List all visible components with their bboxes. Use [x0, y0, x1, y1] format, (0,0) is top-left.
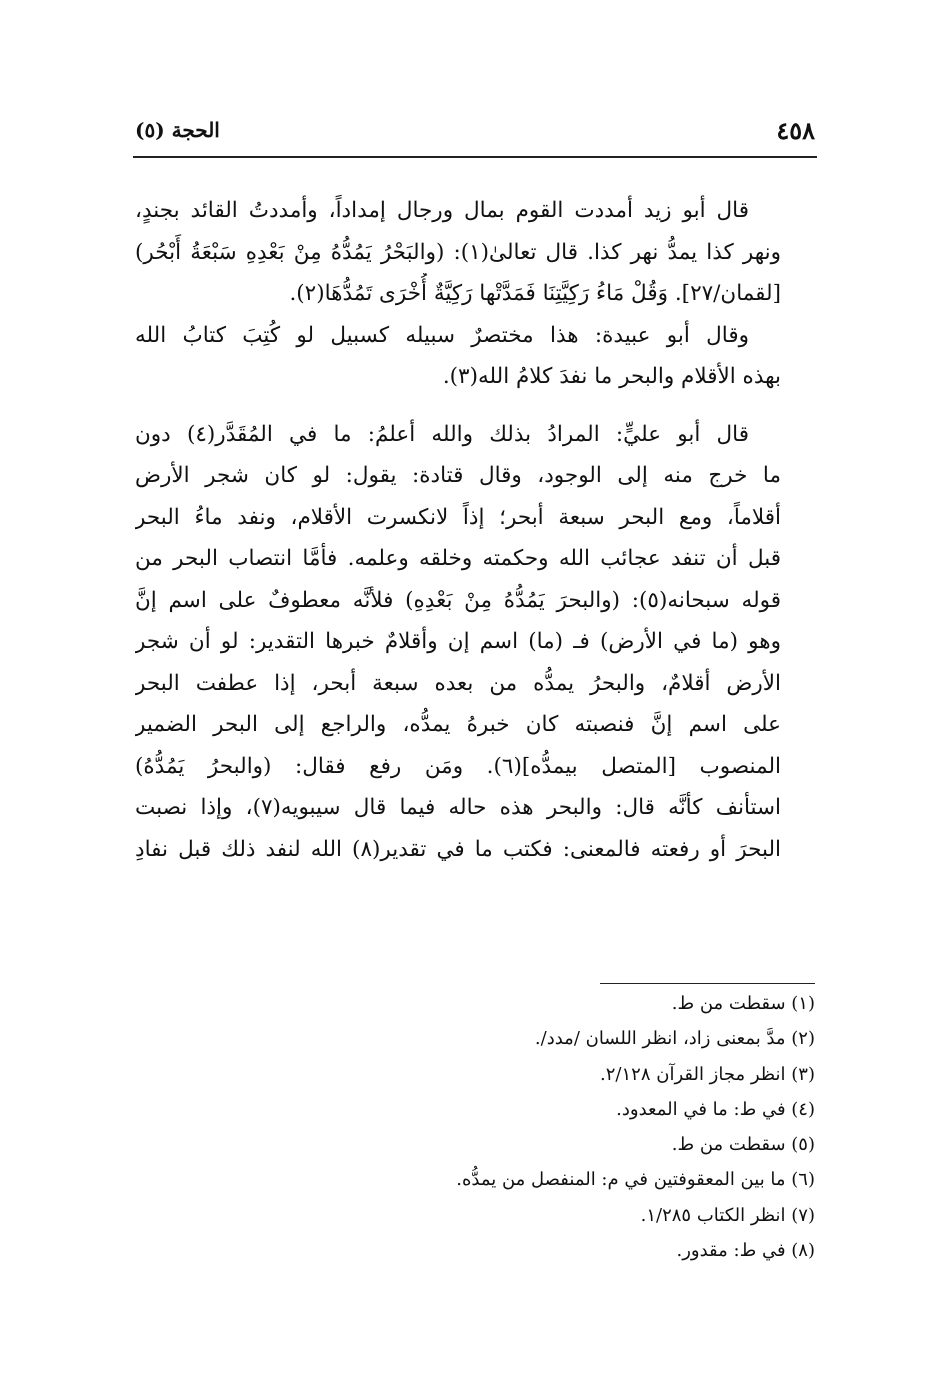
- page-header: [135, 112, 815, 156]
- footnote: (١) سقطت من ط.: [671, 993, 815, 1014]
- text-line: [لقمان/٢٧]. وَقُلْ مَاءُ رَكِيَّتِنَا فَمَدَّتْها رَكِيَّةٌ أُخْرَى تَمُدُّهَا(٢).: [289, 281, 781, 306]
- footnote: (٥) سقطت من ط.: [671, 1134, 815, 1156]
- footnote-separator: [600, 983, 815, 984]
- footnote: (٢) مدَّ بمعنى زاد، انظر اللسان /مدد/.: [534, 1028, 815, 1050]
- text-line: الأرض أقلامٌ، والبحرُ يمدُّه من بعده سبعة أبحر، إذا عطفت البحر: [135, 670, 781, 696]
- paragraph: [135, 315, 815, 398]
- text-line: البحرَ أو رفعته فالمعنى: فكتب ما في تقدير(٨) الله لنفد ذلك قبل نفادِ: [135, 836, 781, 862]
- text-line: وهو (ما في الأرض) فـ (ما) اسم إن وأقلامٌ خبرها التقدير: لو أن شجر: [135, 629, 781, 654]
- text-line: بهذه الأقلام والبحر ما نفدَ كلامُ الله(٣).: [442, 364, 781, 389]
- text-line: قال أبو زيد أمددت القوم بمال ورجال إمداداً، وأمددتُ القائد بجندٍ،: [135, 198, 749, 223]
- footnote: (٦) ما بين المعقوفتين في م: المنفصل من يمدُّه.: [456, 1169, 815, 1191]
- text-line: ونهر كذا يمدُّ نهر كذا. قال تعالىٰ(١): (والبَحْرُ يَمُدُّهُ مِنْ بَعْدِهِ سَبْعَةُ أَبْحُر): [135, 239, 782, 265]
- text-line: قبل أن تنفد عجائب الله وحكمته وخلقه وعلمه. فأمَّا انتصاب البحر من: [135, 546, 781, 571]
- footnote: (٧) انظر الكتاب ١/٢٨٥.: [640, 1204, 815, 1226]
- page-number: ٤٥٨: [776, 116, 815, 145]
- main-text: [135, 190, 815, 870]
- text-line: استأنف كأنَّه قال: والبحر هذه حاله فيما قال سيبويه(٧)، وإذا نصبت: [135, 795, 781, 820]
- footnotes: [135, 986, 815, 1268]
- paragraph: [135, 190, 815, 315]
- running-title: الحجة (٥): [135, 118, 220, 142]
- text-line: قال أبو عليٍّ: المرادُ بذلك والله أعلمُ: ما في المُقَدَّر(٤) دون: [135, 421, 749, 447]
- text-line: على اسم إنَّ فنصبته كان خبرهُ يمدُّه، والراجع إلى البحر الضمير: [135, 712, 781, 737]
- text-line: وقال أبو عبيدة: هذا مختصرٌ سبيله كسبيل لو كُتِبَ كتابُ الله: [135, 322, 749, 348]
- footnote: (٣) انظر مجاز القرآن ٢/١٢٨.: [600, 1063, 815, 1085]
- header-rule: [133, 156, 817, 158]
- footnote: (٨) في ط: مقدور.: [676, 1240, 815, 1262]
- text-line: المنصوب [المتصل بيمدُّه](٦). ومَن رفع فقال: (والبحرُ يَمُدُّهُ): [135, 753, 781, 779]
- text-line: ما خرج منه إلى الوجود، وقال قتادة: يقول: لو كان شجر الأرض: [135, 463, 781, 488]
- footnote: (٤) في ط: ما في المعدود.: [616, 1098, 815, 1120]
- text-line: أقلاماً، ومع البحر سبعة أبحر؛ إذاً لانكسرت الأقلام، ونفد ماءُ البحر: [135, 504, 781, 530]
- paragraph: [135, 414, 815, 871]
- text-line: قوله سبحانه(٥): (والبحرَ يَمُدُّهُ مِنْ بَعْدِهِ) فلأنَّه معطوفٌ على اسم إنَّ: [135, 587, 781, 613]
